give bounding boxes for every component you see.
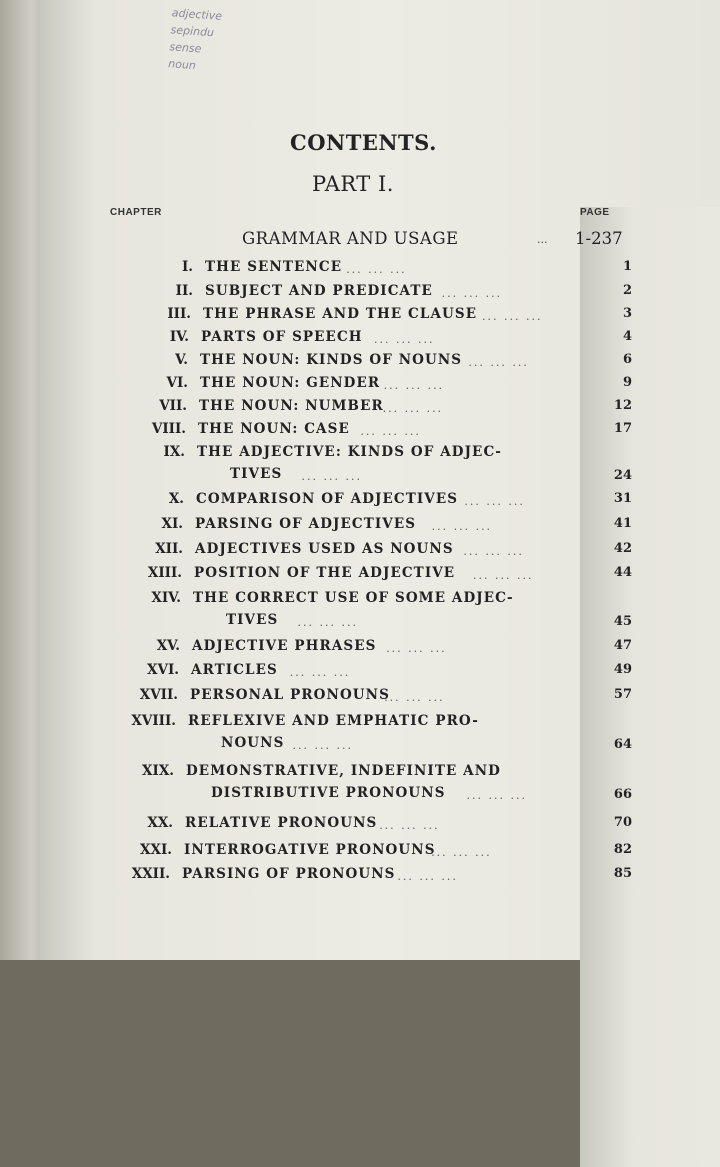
section-title: GRAMMAR AND USAGE: [242, 229, 459, 248]
chapter-entry: [0, 329, 720, 353]
dot-leader: ... ... ...: [301, 470, 362, 483]
page-number: 42: [613, 541, 632, 556]
page-number: 1: [622, 259, 632, 274]
dot-leader: ... ... ...: [384, 691, 445, 704]
handwritten-margin-note: [168, 4, 223, 75]
chapter-entry: [0, 306, 720, 330]
chapter-entry: [0, 687, 720, 711]
page-number: 17: [613, 421, 632, 436]
chapter-entry: [0, 352, 720, 376]
chapter-title: THE CORRECT USE OF SOME ADJEC-: [193, 590, 514, 606]
chapter-number: XIII.: [147, 565, 182, 581]
chapter-number: XVIII.: [131, 713, 176, 729]
chapter-entry: [0, 398, 720, 422]
page-number: 9: [622, 375, 632, 390]
chapter-title: INTERROGATIVE PRONOUNS: [184, 842, 436, 858]
chapter-entry: [0, 421, 720, 445]
page-number: 4: [622, 329, 632, 344]
page-number: 3: [622, 306, 632, 321]
chapter-number: III.: [167, 306, 191, 322]
page-number: 44: [613, 565, 632, 580]
chapter-title: PERSONAL PRONOUNS: [190, 687, 390, 703]
chapter-number: XVI.: [147, 662, 179, 678]
chapter-number: IV.: [169, 329, 189, 345]
page-number: 47: [613, 638, 632, 653]
page-column-label: PAGE: [580, 207, 720, 1167]
chapter-title-continued: NOUNS: [221, 735, 285, 751]
chapter-title-continued: DISTRIBUTIVE PRONOUNS: [211, 785, 446, 801]
chapter-entry: [0, 516, 720, 540]
chapter-entry: [0, 283, 720, 307]
chapter-entry: [0, 444, 720, 483]
dot-leader: ... ... ...: [431, 846, 492, 859]
dot-leader: ... ... ...: [346, 263, 407, 276]
chapter-number: XIV.: [151, 590, 181, 606]
page-number: 41: [613, 516, 632, 531]
chapter-title: THE NOUN: CASE: [198, 421, 350, 437]
page-number: 49: [613, 662, 632, 677]
page-number: 45: [613, 614, 632, 629]
dot-leader: ... ... ...: [360, 425, 421, 438]
page-number: 70: [613, 815, 632, 830]
page-number: 85: [613, 866, 632, 881]
chapter-title: PARTS OF SPEECH: [201, 329, 363, 345]
dot-leader: ... ... ...: [464, 495, 525, 508]
chapter-number: XX.: [147, 815, 173, 831]
chapter-title-continued: TIVES: [230, 466, 283, 482]
chapter-entry: [0, 713, 720, 752]
chapter-title: ADJECTIVE PHRASES: [192, 638, 377, 654]
dot-leader: ... ... ...: [482, 310, 543, 323]
section-leader: ...: [537, 233, 548, 246]
chapter-number: XI.: [161, 516, 183, 532]
note-line: adjective: [171, 6, 223, 23]
page-number: 12: [613, 398, 632, 413]
dot-leader: ... ... ...: [379, 819, 440, 832]
chapter-entry: [0, 638, 720, 662]
chapter-title: POSITION OF THE ADJECTIVE: [194, 565, 456, 581]
chapter-title: ADJECTIVES USED AS NOUNS: [195, 541, 454, 557]
chapter-entry: [0, 491, 720, 515]
chapter-number: XV.: [156, 638, 180, 654]
part-heading: PART I.: [312, 172, 394, 196]
chapter-number: X.: [168, 491, 184, 507]
chapter-number: XIX.: [142, 763, 174, 779]
chapter-number: XVII.: [139, 687, 178, 703]
dot-leader: ... ... ...: [386, 642, 447, 655]
dot-leader: ... ... ...: [463, 545, 524, 558]
page-number: 2: [622, 283, 632, 298]
note-line: sepindu: [170, 23, 215, 40]
chapter-title: COMPARISON OF ADJECTIVES: [196, 491, 459, 507]
dot-leader: ... ... ...: [382, 402, 444, 415]
contents-title: CONTENTS.: [290, 130, 437, 155]
chapter-entry: [0, 815, 720, 839]
chapter-title: THE NOUN: KINDS OF NOUNS: [200, 352, 463, 368]
chapter-entry: [0, 662, 720, 686]
dot-leader: ... ... ...: [374, 333, 435, 346]
page-number: 64: [613, 737, 632, 752]
chapter-entry: [0, 842, 720, 866]
chapter-title: THE NOUN: GENDER: [200, 375, 381, 391]
chapter-title: SUBJECT AND PREDICATE: [205, 283, 433, 299]
chapter-title: THE PHRASE AND THE CLAUSE: [203, 306, 478, 322]
chapter-title-continued: TIVES: [226, 612, 279, 628]
dot-leader: ... ... ...: [297, 616, 358, 629]
chapter-number: XXI.: [140, 842, 172, 858]
chapter-number: V.: [175, 352, 188, 368]
chapter-entry: [0, 375, 720, 399]
chapter-number: I.: [181, 259, 193, 275]
dot-leader: ... ... ...: [289, 666, 351, 679]
chapter-number: IX.: [163, 444, 185, 460]
section-entry: [0, 229, 720, 249]
page-number: 31: [613, 491, 632, 506]
chapter-title: THE NOUN: NUMBER: [199, 398, 384, 414]
page-number: 24: [613, 468, 632, 483]
chapter-entry: [0, 763, 720, 802]
page-number: 6: [622, 352, 632, 367]
note-line: sense: [169, 40, 202, 56]
dot-leader: ... ... ...: [473, 569, 534, 582]
dot-leader: ... ... ...: [383, 379, 445, 392]
chapter-column-label: CHAPTER: [110, 207, 162, 218]
chapter-title: THE SENTENCE: [205, 259, 343, 275]
chapter-number: VIII.: [151, 421, 186, 437]
dot-leader: ... ... ...: [468, 356, 529, 369]
chapter-title: ARTICLES: [191, 662, 278, 678]
page-number: 66: [613, 787, 632, 802]
dot-leader: ... ... ...: [292, 739, 353, 752]
section-pages: 1-237: [575, 229, 623, 248]
note-line: noun: [167, 57, 197, 73]
chapter-title: REFLEXIVE AND EMPHATIC PRO-: [188, 713, 479, 729]
chapter-number: XII.: [155, 541, 183, 557]
chapter-entry: [0, 590, 720, 629]
page-number: 82: [613, 842, 632, 857]
chapter-title: PARSING OF ADJECTIVES: [195, 516, 417, 532]
chapter-number: XXII.: [131, 866, 170, 882]
chapter-entry: [0, 259, 720, 283]
chapter-title: PARSING OF PRONOUNS: [182, 866, 396, 882]
chapter-number: VII.: [159, 398, 187, 414]
dot-leader: ... ... ...: [397, 870, 458, 883]
chapter-title: RELATIVE PRONOUNS: [185, 815, 378, 831]
chapter-title: DEMONSTRATIVE, INDEFINITE AND: [186, 763, 501, 779]
chapter-title: THE ADJECTIVE: KINDS OF ADJEC-: [197, 444, 502, 460]
page-number: 57: [613, 687, 632, 702]
chapter-number: VI.: [166, 375, 188, 391]
dot-leader: ... ... ...: [431, 520, 493, 533]
chapter-number: II.: [175, 283, 193, 299]
chapter-entry: [0, 866, 720, 890]
chapter-entry: [0, 541, 720, 565]
dot-leader: ... ... ...: [466, 789, 527, 802]
dot-leader: ... ... ...: [441, 287, 503, 300]
chapter-entry: [0, 565, 720, 589]
